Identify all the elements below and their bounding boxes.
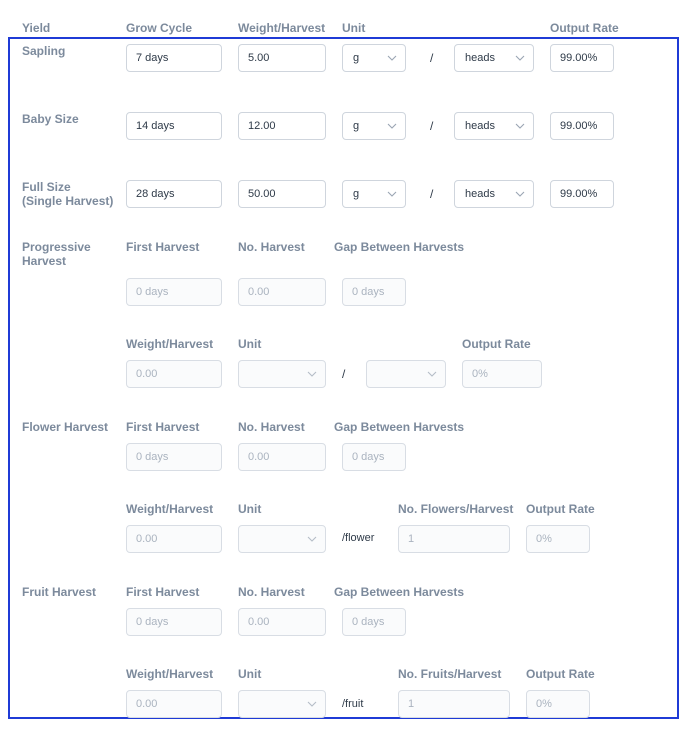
fruit-count-input[interactable] [398, 690, 510, 718]
progressive-weight-label: Weight/Harvest [126, 337, 214, 351]
fruit-output-rate-input[interactable] [526, 690, 590, 718]
flower-weight-label: Weight/Harvest [126, 502, 214, 516]
flower-first-harvest-input[interactable] [126, 443, 222, 471]
sapling-per-value: heads [465, 52, 495, 64]
sapling-label: Sapling [22, 44, 66, 58]
fruit-no-harvest-label: No. Harvest [238, 585, 305, 599]
per-fruit-text: /fruit [342, 698, 364, 710]
progressive-no-harvest-label: No. Harvest [238, 240, 305, 254]
baby-output-rate-input[interactable] [550, 112, 614, 140]
progressive-first-harvest-input[interactable] [126, 278, 222, 306]
baby-size-label: Baby Size [22, 112, 79, 126]
chevron-down-icon [387, 53, 397, 63]
slash-separator: / [430, 187, 434, 201]
fruit-gap-label: Gap Between Harvests [334, 585, 465, 599]
flower-gap-label: Gap Between Harvests [334, 420, 465, 434]
progressive-unit-label: Unit [238, 337, 262, 351]
chevron-down-icon [387, 121, 397, 131]
flower-no-harvest-label: No. Harvest [238, 420, 305, 434]
flower-harvest-label: Flower Harvest [22, 420, 109, 434]
full-per-value: heads [465, 188, 495, 200]
full-unit-select[interactable] [342, 180, 406, 208]
full-grow-cycle-input[interactable] [126, 180, 222, 208]
progressive-no-harvest-input[interactable] [238, 278, 326, 306]
full-per-select[interactable] [454, 180, 534, 208]
slash-separator: / [430, 51, 434, 65]
flower-rate-label: Output Rate [526, 502, 595, 516]
flower-gap-input[interactable] [342, 443, 406, 471]
progressive-rate-label: Output Rate [462, 337, 531, 351]
full-unit-value: g [353, 188, 360, 200]
flower-no-harvest-input[interactable] [238, 443, 326, 471]
chevron-down-icon [307, 699, 317, 709]
fruit-rate-label: Output Rate [526, 667, 595, 681]
progressive-first-harvest-label: First Harvest [126, 240, 200, 254]
progressive-output-rate-input[interactable] [462, 360, 542, 388]
progressive-harvest-label: Progressive Harvest [22, 240, 91, 268]
fruit-no-harvest-input[interactable] [238, 608, 326, 636]
fruit-unit-select[interactable] [238, 690, 326, 718]
chevron-down-icon [387, 189, 397, 199]
fruit-unit-label: Unit [238, 667, 262, 681]
progressive-unit-select[interactable] [238, 360, 326, 388]
baby-unit-select[interactable] [342, 112, 406, 140]
baby-per-select[interactable] [454, 112, 534, 140]
full-size-label: Full Size (Single Harvest) [22, 180, 114, 208]
sapling-unit-value: g [353, 52, 360, 64]
fruit-first-harvest-input[interactable] [126, 608, 222, 636]
flower-count-input[interactable] [398, 525, 510, 553]
full-output-rate-input[interactable] [550, 180, 614, 208]
chevron-down-icon [427, 369, 437, 379]
fruit-gap-input[interactable] [342, 608, 406, 636]
sapling-per-select[interactable] [454, 44, 534, 72]
full-weight-input[interactable] [238, 180, 326, 208]
fruit-first-harvest-label: First Harvest [126, 585, 200, 599]
per-flower-text: /flower [342, 532, 375, 544]
slash-separator: / [430, 119, 434, 133]
progressive-weight-input[interactable] [126, 360, 222, 388]
chevron-down-icon [515, 121, 525, 131]
fruit-weight-label: Weight/Harvest [126, 667, 214, 681]
flower-unit-select[interactable] [238, 525, 326, 553]
grow-cycle-header: Grow Cycle [126, 21, 193, 35]
fruit-count-label: No. Fruits/Harvest [398, 667, 502, 681]
baby-unit-value: g [353, 120, 360, 132]
weight-harvest-header: Weight/Harvest [238, 21, 326, 35]
unit-header: Unit [342, 21, 366, 35]
sapling-output-rate-input[interactable] [550, 44, 614, 72]
flower-first-harvest-label: First Harvest [126, 420, 200, 434]
chevron-down-icon [515, 189, 525, 199]
chevron-down-icon [307, 534, 317, 544]
sapling-weight-input[interactable] [238, 44, 326, 72]
progressive-gap-label: Gap Between Harvests [334, 240, 465, 254]
flower-count-label: No. Flowers/Harvest [398, 502, 514, 516]
chevron-down-icon [307, 369, 317, 379]
flower-weight-input[interactable] [126, 525, 222, 553]
chevron-down-icon [515, 53, 525, 63]
flower-unit-label: Unit [238, 502, 262, 516]
baby-grow-cycle-input[interactable] [126, 112, 222, 140]
fruit-weight-input[interactable] [126, 690, 222, 718]
progressive-per-select[interactable] [366, 360, 446, 388]
slash-separator: / [342, 367, 346, 381]
flower-output-rate-input[interactable] [526, 525, 590, 553]
output-rate-header: Output Rate [550, 21, 619, 35]
baby-weight-input[interactable] [238, 112, 326, 140]
sapling-unit-select[interactable] [342, 44, 406, 72]
fruit-harvest-label: Fruit Harvest [22, 585, 97, 599]
yield-header: Yield [22, 21, 51, 35]
baby-per-value: heads [465, 120, 495, 132]
progressive-gap-input[interactable] [342, 278, 406, 306]
sapling-grow-cycle-input[interactable] [126, 44, 222, 72]
